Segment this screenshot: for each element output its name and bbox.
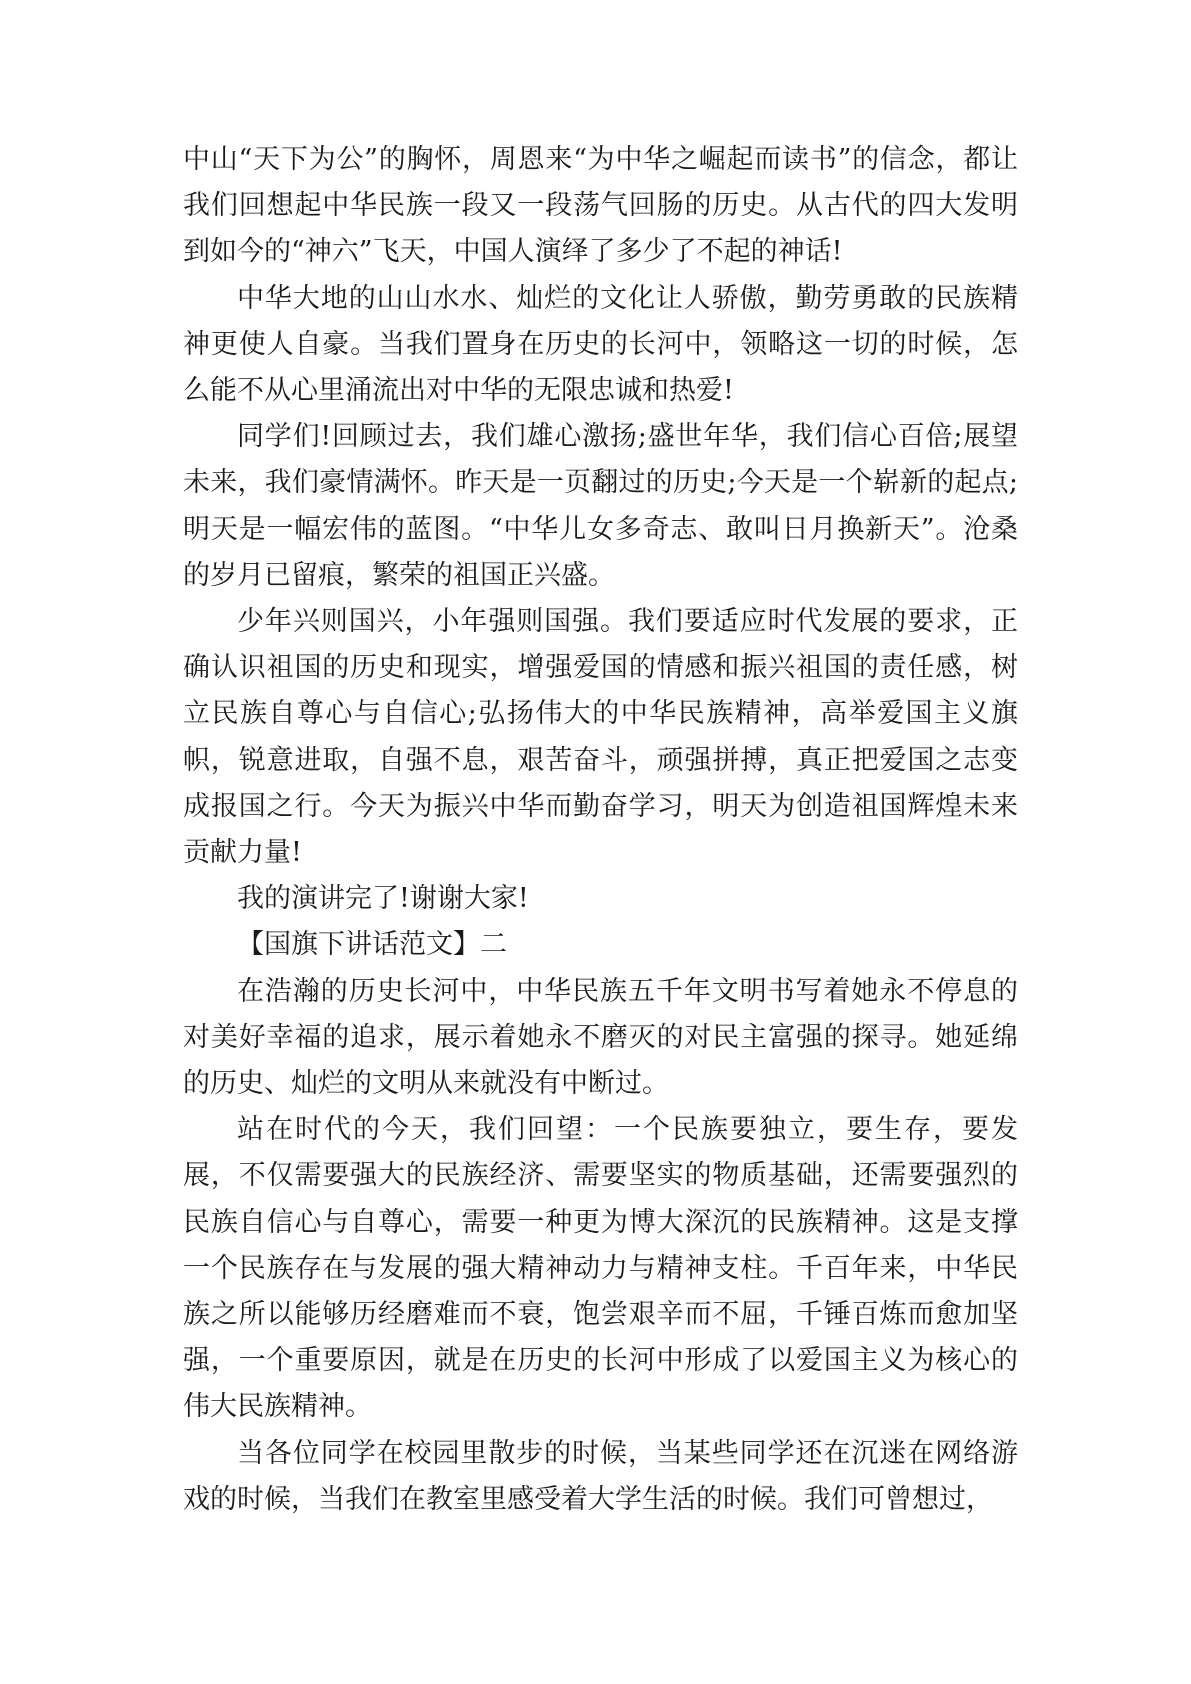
paragraph: 中华大地的山山水水、灿烂的文化让人骄傲，勤劳勇敢的民族精神更使人自豪。当我们置身在历史的长河中，领略这一切的时候，怎么能不从心里涌流出对中华的无限忠诚和热爱! bbox=[183, 282, 1018, 407]
section-heading: 【国旗下讲话范文】二 bbox=[237, 929, 507, 961]
paragraph-closing: 我的演讲完了!谢谢大家! bbox=[237, 883, 529, 915]
document-page bbox=[183, 137, 1018, 1523]
paragraph: 少年兴则国兴，小年强则国强。我们要适应时代发展的要求，正确认识祖国的历史和现实，增强爱国的情感和振兴祖国的责任感，树立民族自尊心与自信心;弘扬伟大的中华民族精神，高举爱国主义旗帜，锐意进取，自强不息，艰苦奋斗，顽强拼搏，真正把爱国之志变成报国之行。今天为振兴中华而勤奋学习，明天为创造祖国辉煌未来贡献力量! bbox=[183, 606, 1018, 869]
paragraph: 同学们!回顾过去，我们雄心激扬;盛世年华，我们信心百倍;展望未来，我们豪情满怀。昨天是一页翻过的历史;今天是一个崭新的起点;明天是一幅宏伟的蓝图。“中华儿女多奇志、敢叫日月换新天”。沧桑的岁月已留痕，繁荣的祖国正兴盛。 bbox=[183, 421, 1018, 591]
paragraph-continued: 中山“天下为公”的胸怀，周恩来“为中华之崛起而读书”的信念，都让我们回想起中华民族一段又一段荡气回肠的历史。从古代的四大发明到如今的“神六”飞天，中国人演绎了多少了不起的神话! bbox=[183, 144, 1018, 268]
paragraph: 站在时代的今天，我们回望：一个民族要独立，要生存，要发展，不仅需要强大的民族经济、需要坚实的物质基础，还需要强烈的民族自信心与自尊心，需要一种更为博大深沉的民族精神。这是支撑一个民族存在与发展的强大精神动力与精神支柱。千百年来，中华民族之所以能够历经磨难而不衰，饱尝艰辛而不屈，千锤百炼而愈加坚强，一个重要原因，就是在历史的长河中形成了以爱国主义为核心的伟大民族精神。 bbox=[183, 1114, 1018, 1423]
paragraph: 在浩瀚的历史长河中，中华民族五千年文明书写着她永不停息的对美好幸福的追求，展示着她永不磨灭的对民主富强的探寻。她延绵的历史、灿烂的文明从来就没有中断过。 bbox=[183, 975, 1018, 1100]
paragraph: 当各位同学在校园里散步的时候，当某些同学还在沉迷在网络游戏的时候，当我们在教室里感受着大学生活的时候。我们可曾想过， bbox=[183, 1437, 1018, 1515]
